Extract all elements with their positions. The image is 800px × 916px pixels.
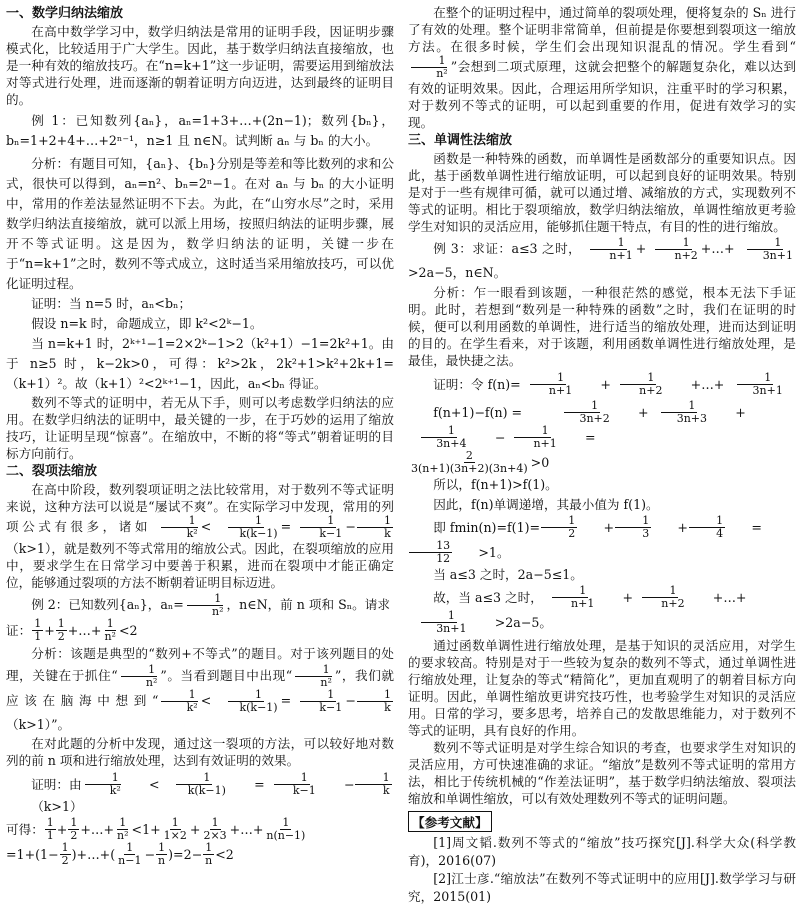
- proof-line: 可得： 1 1 + 1 2 +…+ 1 n² <1+ 1 1×2 + 1 2×3 +…+ 1 n(n−1): [6, 816, 306, 842]
- example-2-claim: 证： 1 1 + 1 2 +…+ 1 n² <2: [6, 617, 138, 643]
- paragraph: 当 n=k+1 时，2ᵏ⁺¹−1=2×2ᵏ−1>2（k²+1）−1=2k²+1。由于 n≥5 时，k−2k>0，可得：k²>2k，2k²+1>k²+2k+1=（k+1）²。故（k+1）²<2ᵏ⁺¹−1，因此，aₙ<bₙ 得证。: [6, 336, 394, 391]
- proof-line: 所以，f(n+1)>f(1)。: [433, 477, 558, 492]
- fraction: $\frac{1}{k}$: [357, 515, 393, 540]
- section-heading-induction: 一、数学归纳法缩放: [6, 6, 124, 21]
- analysis: 分析：乍一眼看到该题，一种很茫然的感觉，根本无法下手证明。此时，若想到“数列是一种特殊的函数”之时，我们在证明的时候，便可以利用函数的单调性，进行适当的缩放处理，进而达到证明的目的。在学生看来，对于该题，利用函数单调性进行缩放处理，是最佳，最快捷之法。: [408, 285, 796, 368]
- fraction: $\frac{1}{\text{n²}}$: [185, 593, 226, 618]
- example-2: 例 2：已知数列{aₙ}，aₙ= $\frac{1}{\text{n²}}$ ，n∈N，前 n 项和 Sₙ。请求: [31, 592, 390, 618]
- paragraph: 数列不等式的证明中，若无从下手，则可以考虑数学归纳法的应用。在数学归纳法的证明中，最关键的一步，在于巧妙的运用了缩放技巧，让证明呈现“惊喜”。在缩放中，不断的将“等式”朝着证明的目标方向前行。: [6, 395, 394, 461]
- right-column: [408, 4, 796, 906]
- paragraph: 证明：当 n=5 时，aₙ<bₙ；: [31, 296, 192, 311]
- section-heading-splitting: 二、裂项法缩放: [6, 464, 98, 479]
- paragraph: 数列不等式证明是对学生综合知识的考查，也要求学生对知识的灵活应用，方可快速准确的求证。“缩放”是数列不等式证明的常用方法，相比于传统机械的“作差法证明”，基于数学归纳法缩放、裂项法缩放和单调性缩放，可以有效处理数列不等式的证明问题。: [408, 740, 796, 806]
- paragraph: 函数是一种特殊的函数，而单调性是函数部分的重要知识点。因此，基于函数单调性进行缩放证明，可以起到良好的证明效果。特别是对于一些有规律可循，就可以通过增、减缩放的方式，实现数列不等式的证明。相比于裂项缩放，数学归纳法缩放，单调性缩放更考验学生对知识的灵活应用，能够抓住题干特点，有目的性的进行缩放。: [408, 151, 796, 234]
- paragraph: 在整个的证明过程中，通过简单的裂项处理，便将复杂的 Sₙ 进行了有效的处理。整个证明非常简单，但前提是你要想到裂项这一缩放方法。在很多时候，学生们会出现知识混乱的情况。学生看到“ $\frac{1}{\text{n²}}$ ”会想到二项式原理，这就会把整个的解题复杂化，难以达到有效的证明效果。因此，合理运用所学知识，注重平时的学习积累，对于数列不等式的证明，可以起到重要的作用，促进有效学习的实现。: [408, 5, 796, 130]
- references-heading: 【参考文献】: [408, 811, 492, 832]
- fraction: $\frac{1}{k(k-1)}$: [212, 515, 279, 540]
- fraction: $\frac{1}{k-1}$: [292, 515, 344, 540]
- section-heading-monotonic: 三、单调性法缩放: [408, 133, 513, 148]
- example-3: 例 3：求证：a≤3 之时， $\frac{1}{n+1}$ + $\frac{1}{n+2}$ +…+ $\frac{1}{3n+1}$ >2a−5，n∈N。: [408, 236, 793, 280]
- left-column: [6, 4, 394, 867]
- reference-item: [2]江士彦.“缩放法”在数列不等式证明中的应用[J].数学学习与研究，2015(01): [408, 871, 796, 904]
- paragraph: 假设 n=k 时，命题成立，即 k²<2ᵏ−1。: [31, 316, 263, 331]
- reference-item: [1]周文韬.数列不等式的“缩放”技巧探究[J].科学大众(科学教育)，2016(07): [408, 835, 796, 868]
- paragraph: 在对此题的分析中发现，通过这一裂项的方法，可以较好地对数列的前 n 项和进行缩放处理，达到有效证明的效果。: [6, 736, 394, 768]
- paragraph: 分析：有题目可知，{aₙ}、{bₙ}分别是等差和等比数列的求和公式，很快可以得到，aₙ=n²、bₙ=2ⁿ−1。在对 aₙ 与 bₙ 的大小证明中，常用的作差法显然证明不下去。为此，在“山穷水尽”之时，采用数学归纳法直接缩放，就可以派上用场，按照归纳法的证明步骤，展开不等式证明。这是因为，数学归纳法的证明，关键一步在于“n=k+1”之时，数列不等式成立，这时适当采用缩放技巧，可以优化证明过程。: [6, 156, 394, 291]
- proof-line: 故，当 a≤3 之时， 1 n+1 + 1 n+2 +…+ 1 3n+1 >2a−5。: [408, 585, 796, 635]
- proof-line: 证明：由 1 k² < 1 k(k−1) = 1 k−1 − 1 k （k>1）: [31, 771, 390, 814]
- proof-line: 当 a≤3 之时，2a−5≤1。: [433, 567, 583, 582]
- analysis: 分析：该题是典型的“数列+不等式”的题目。对于该列题目的处理，关键在于抓住“ $\frac{1}{\text{n²}}$ ”。当看到题目中出现“ $\frac{1}{\text{n²}}$ ”，我们就应该在脑海中想到“ $\frac{1}{\text{k²}}$ < $\frac{1}{k(k-1)}$ = $\frac{1}{k-1}$ − $\frac{1}{k}$ （k>1）”。: [6, 646, 394, 732]
- proof-line: 因此，f(n)单调递增，其最小值为 f(1)。: [433, 497, 659, 512]
- example-1: 例 1：已知数列{aₙ}，aₙ=1+3+…+(2n−1)；数列{bₙ}，bₙ=1+2+4+…+2ⁿ⁻¹，n≥1 且 n∈N。试判断 aₙ 与 bₙ 的大小。: [6, 113, 394, 148]
- paragraph: 在高中数学学习中，数学归纳法是常用的证明手段，因证明步骤模式化，比较适用于广大学生。因此，基于数学归纳法直接缩放，也是一种有效的缩放技巧。在“n=k+1”这一步证明，需要运用到缩放法对等式进行处理，进而逐渐的朝着证明方向迈进，达到最终的证明目的。: [6, 24, 394, 107]
- proof-line: 证明：令 f(n)= $\frac{1}{n+1}$ + 1 n+2 +…+ 1 3n+1: [433, 371, 783, 397]
- proof-line: =1+(1− $\frac{1}{2}$ )+…+( 1 n−1 − 1 n )=2− 1 n <2: [6, 841, 234, 867]
- paragraph: 通过函数单调性进行缩放处理，是基于知识的灵活应用，对学生的要求较高。特别是对于一些较为复杂的数列不等式，通过单调性进行缩放处理，让复杂的等式“精简化”，更加直观明了的朝着目标方向证明。因此，单调性缩放更讲究技巧性，也考验学生对知识的灵活应用。日常的学习，要多思考，培养自己的发散思维能力，对于数列不等式的证明，具有良好的作用。: [408, 638, 796, 738]
- paragraph: 在高中阶段，数列裂项证明之法比较常用，对于数列不等式证明来说，这种方法可以说是“屡试不爽”。在实际学习中发现，常用的列项公式有很多，诸如 $\frac{1}{\text{k²}}$ < $\frac{1}{k(k-1)}$ = $\frac{1}{k-1}$ − $\frac{1}{k}$ （k>1），就是数列不等式常用的缩放公式。因此，在裂项缩放的应用中，要求学生在日常学习中要善于积累，进而在裂项中才能正确定位，能够通过裂项的方法不断朝着证明目标迈进。: [6, 482, 394, 590]
- fraction: $\frac{1}{\text{k²}}$: [159, 515, 199, 540]
- proof-line: f(n+1)−f(n) = $\frac{1}{3n+2}$ + 1 3n+3 + 1 3n+4 − 1 n+1 =: [408, 400, 796, 450]
- proof-line: 即 fmin(n)=f(1)= $\frac{1}{2}$ + 1 3 + 1 4 = 13 12 >1。: [408, 515, 796, 565]
- proof-line: 2 3(n+1)(3n+2)(3n+4) >0: [411, 449, 550, 475]
